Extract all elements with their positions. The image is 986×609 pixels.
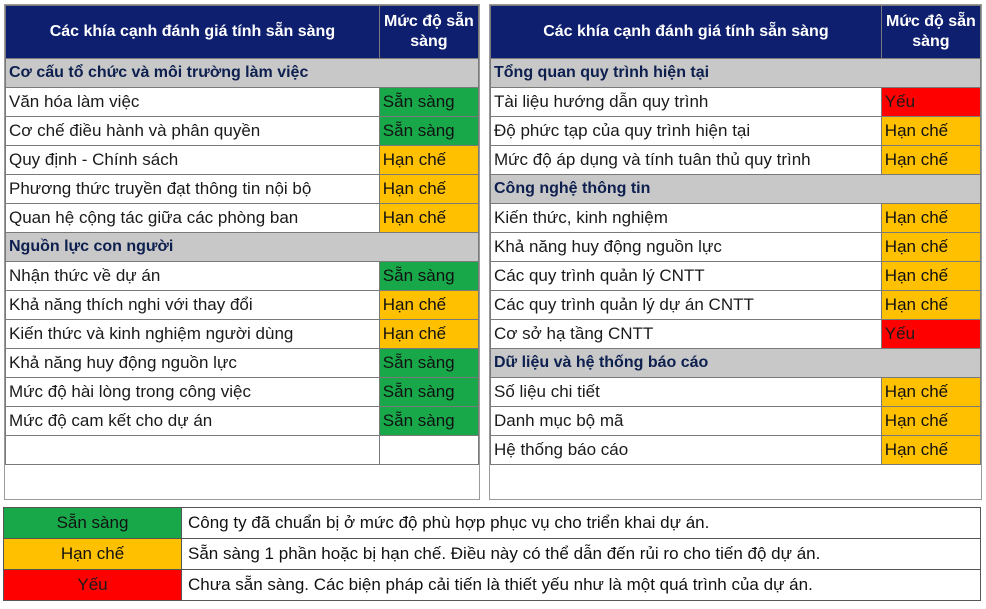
status-badge: Hạn chế bbox=[881, 378, 980, 407]
aspect-label: Khả năng thích nghi với thay đổi bbox=[6, 291, 380, 320]
left-assessment-table bbox=[5, 5, 479, 465]
header-aspect: Các khía cạnh đánh giá tính sẵn sàng bbox=[491, 6, 882, 59]
aspect-label: Kiến thức, kinh nghiệm bbox=[491, 204, 882, 233]
legend-level-label: Sẵn sàng bbox=[4, 508, 182, 539]
status-badge: Yếu bbox=[881, 320, 980, 349]
aspect-label: Mức độ áp dụng và tính tuân thủ quy trình bbox=[491, 146, 882, 175]
aspect-label: Cơ sở hạ tầng CNTT bbox=[491, 320, 882, 349]
status-badge: Sẵn sàng bbox=[379, 117, 478, 146]
aspect-label: Hệ thống báo cáo bbox=[491, 436, 882, 465]
table-header-row bbox=[6, 6, 479, 59]
status-badge: Hạn chế bbox=[881, 291, 980, 320]
table-row bbox=[6, 378, 479, 407]
status-badge: Sẵn sàng bbox=[379, 88, 478, 117]
right-assessment-panel bbox=[489, 4, 982, 500]
aspect-label: Văn hóa làm việc bbox=[6, 88, 380, 117]
legend-row bbox=[4, 539, 981, 570]
section-row bbox=[6, 233, 479, 262]
table-row bbox=[6, 291, 479, 320]
empty-row bbox=[6, 436, 479, 465]
legend-description: Chưa sẵn sàng. Các biện pháp cải tiến là thiết yếu như là một quá trình của dự án. bbox=[182, 570, 981, 601]
status-badge: Hạn chế bbox=[379, 291, 478, 320]
section-title: Tổng quan quy trình hiện tại bbox=[491, 59, 981, 88]
empty-cell bbox=[379, 436, 478, 465]
right-assessment-table bbox=[490, 5, 981, 465]
table-row bbox=[6, 349, 479, 378]
table-row bbox=[491, 407, 981, 436]
status-badge: Hạn chế bbox=[379, 320, 478, 349]
header-level: Mức độ sẵn sàng bbox=[881, 6, 980, 59]
table-row bbox=[491, 146, 981, 175]
table-row bbox=[491, 436, 981, 465]
legend-row bbox=[4, 508, 981, 539]
status-badge: Hạn chế bbox=[881, 117, 980, 146]
status-badge: Hạn chế bbox=[881, 233, 980, 262]
legend-description: Sẵn sàng 1 phần hoặc bị hạn chế. Điều này có thể dẫn đến rủi ro cho tiến độ dự án. bbox=[182, 539, 981, 570]
aspect-label: Độ phức tạp của quy trình hiện tại bbox=[491, 117, 882, 146]
aspect-label: Khả năng huy động nguồn lực bbox=[491, 233, 882, 262]
legend-level-label: Yếu bbox=[4, 570, 182, 601]
section-title: Cơ cấu tổ chức và môi trường làm việc bbox=[6, 59, 479, 88]
aspect-label: Phương thức truyền đạt thông tin nội bộ bbox=[6, 175, 380, 204]
aspect-label: Mức độ cam kết cho dự án bbox=[6, 407, 380, 436]
table-row bbox=[6, 407, 479, 436]
table-row bbox=[491, 262, 981, 291]
table-header-row bbox=[491, 6, 981, 59]
section-row bbox=[491, 349, 981, 378]
table-row bbox=[491, 291, 981, 320]
section-title: Công nghệ thông tin bbox=[491, 175, 981, 204]
status-badge: Hạn chế bbox=[881, 407, 980, 436]
section-row bbox=[491, 175, 981, 204]
table-row bbox=[6, 204, 479, 233]
status-badge: Hạn chế bbox=[881, 146, 980, 175]
table-row bbox=[6, 175, 479, 204]
table-row bbox=[491, 204, 981, 233]
status-badge: Yếu bbox=[881, 88, 980, 117]
status-badge: Hạn chế bbox=[379, 175, 478, 204]
table-row bbox=[6, 262, 479, 291]
status-badge: Sẵn sàng bbox=[379, 378, 478, 407]
table-row bbox=[6, 146, 479, 175]
aspect-label: Số liệu chi tiết bbox=[491, 378, 882, 407]
aspect-label: Mức độ hài lòng trong công việc bbox=[6, 378, 380, 407]
aspect-label: Cơ chế điều hành và phân quyền bbox=[6, 117, 380, 146]
aspect-label: Nhận thức về dự án bbox=[6, 262, 380, 291]
status-badge: Hạn chế bbox=[379, 146, 478, 175]
right-table-body bbox=[491, 59, 981, 465]
aspect-label: Khả năng huy động nguồn lực bbox=[6, 349, 380, 378]
aspect-label: Tài liệu hướng dẫn quy trình bbox=[491, 88, 882, 117]
table-row bbox=[6, 88, 479, 117]
table-row bbox=[491, 233, 981, 262]
status-badge: Sẵn sàng bbox=[379, 349, 478, 378]
table-row bbox=[491, 88, 981, 117]
legend-table bbox=[3, 507, 981, 601]
header-aspect: Các khía cạnh đánh giá tính sẵn sàng bbox=[6, 6, 380, 59]
legend-description: Công ty đã chuẩn bị ở mức độ phù hợp phục vụ cho triển khai dự án. bbox=[182, 508, 981, 539]
section-title: Nguồn lực con người bbox=[6, 233, 479, 262]
empty-cell bbox=[6, 436, 380, 465]
left-assessment-panel bbox=[4, 4, 480, 500]
header-level: Mức độ sẵn sàng bbox=[379, 6, 478, 59]
status-badge: Sẵn sàng bbox=[379, 407, 478, 436]
status-badge: Sẵn sàng bbox=[379, 262, 478, 291]
section-title: Dữ liệu và hệ thống báo cáo bbox=[491, 349, 981, 378]
table-row bbox=[491, 117, 981, 146]
aspect-label: Danh mục bộ mã bbox=[491, 407, 882, 436]
aspect-label: Kiến thức và kinh nghiệm người dùng bbox=[6, 320, 380, 349]
section-row bbox=[491, 59, 981, 88]
status-badge: Hạn chế bbox=[881, 262, 980, 291]
left-table-body bbox=[6, 59, 479, 465]
aspect-label: Quan hệ cộng tác giữa các phòng ban bbox=[6, 204, 380, 233]
aspect-label: Quy định - Chính sách bbox=[6, 146, 380, 175]
table-row bbox=[491, 378, 981, 407]
table-row bbox=[491, 320, 981, 349]
legend-row bbox=[4, 570, 981, 601]
legend-level-label: Hạn chế bbox=[4, 539, 182, 570]
status-badge: Hạn chế bbox=[881, 204, 980, 233]
aspect-label: Các quy trình quản lý dự án CNTT bbox=[491, 291, 882, 320]
status-badge: Hạn chế bbox=[379, 204, 478, 233]
table-row bbox=[6, 320, 479, 349]
status-badge: Hạn chế bbox=[881, 436, 980, 465]
aspect-label: Các quy trình quản lý CNTT bbox=[491, 262, 882, 291]
section-row bbox=[6, 59, 479, 88]
table-row bbox=[6, 117, 479, 146]
legend-body bbox=[4, 508, 981, 601]
